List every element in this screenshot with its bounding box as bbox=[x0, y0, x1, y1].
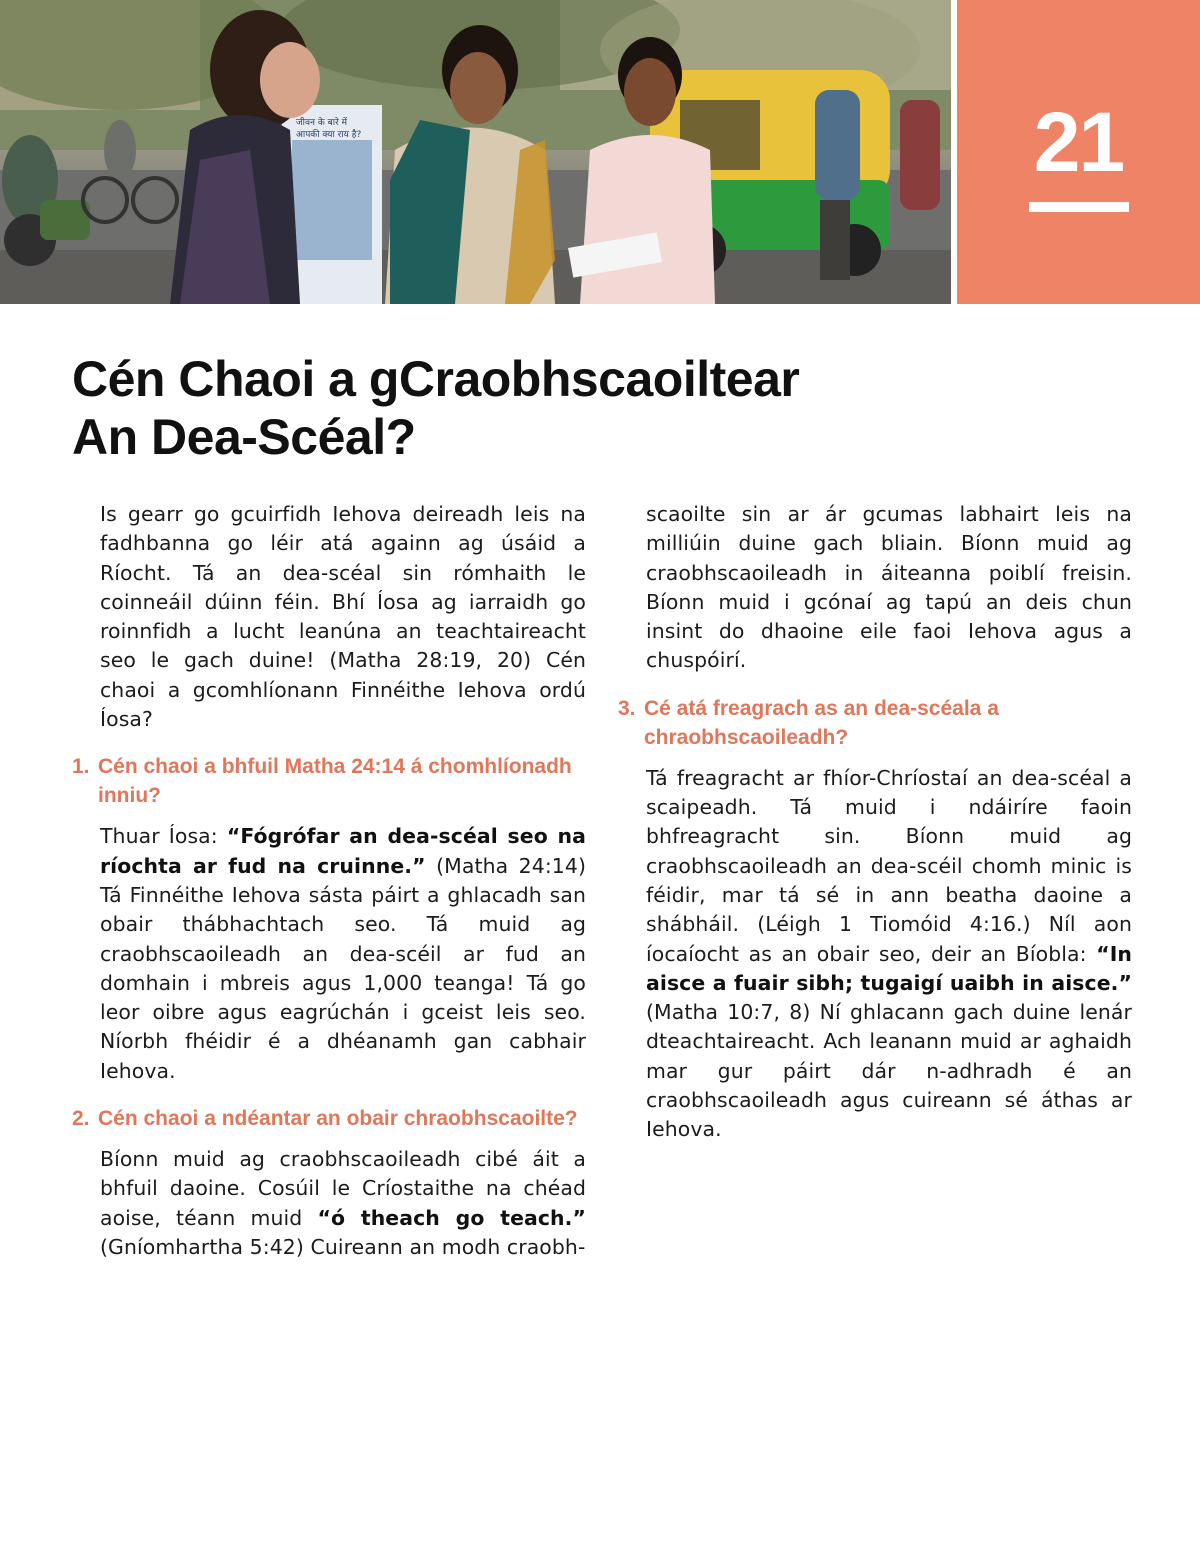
question-2-text: Cén chaoi a ndéantar an obair chraobhscaoilte? bbox=[98, 1107, 578, 1131]
svg-text:जीवन के बारे में: जीवन के बारे में bbox=[296, 118, 348, 128]
svg-text:आपकी क्या राय है?: आपकी क्या राय है? bbox=[296, 130, 362, 140]
lesson-number-badge bbox=[957, 0, 1200, 304]
lesson-number: 21 bbox=[1033, 95, 1124, 189]
section-1-text-a: Thuar Íosa: bbox=[100, 824, 227, 849]
section-3-text-b: (Matha 10:7, 8) Ní ghlacann gach duine lenár dteachtaireacht. Ach leanann muid ar aghaidh mar gur páirt dár n-adhradh é an craobhscaoileadh agus cuireann sé áthas ar Iehova. bbox=[646, 1000, 1132, 1142]
right-column bbox=[618, 500, 1132, 1145]
title-line-1: Cén Chaoi a gCraobhscaoiltear bbox=[72, 351, 800, 407]
question-2-heading bbox=[72, 1104, 586, 1133]
intro-paragraph: Is gearr go gcuirfidh Iehova deireadh leis na fadhbanna go léir atá againn ag úsáid a Ríocht. Tá an dea-scéal sin rómhaith le coinneáil dúinn féin. Bhí Íosa ag iarraidh go roinnfidh a lucht leanúna an teachtaireacht seo le gach duine! (Matha 28:19, 20) Cén chaoi a gcomhlíonann Finnéithe Iehova ordú Íosa? bbox=[100, 502, 586, 732]
section-3-paragraph bbox=[618, 764, 1132, 1145]
section-1-text-b: (Matha 24:14) Tá Finnéithe Iehova sásta páirt a ghlacadh san obair thábhachtach seo. Tá muid ag craobhscaoileadh an dea-scéil ar fud an domhain i mbreis agus 1,000 teanga! Tá go leor oibre agus eagrúchán i gceist leis seo. Níorbh fhéidir é a dhéanamh gan cabhair Iehova. bbox=[100, 853, 586, 1083]
question-3-text: Cé atá freagrach as an dea-scéala a chraobhscaoileadh? bbox=[644, 696, 999, 749]
section-3-text-a: Tá freagracht ar fhíor-Chríostaí an dea-scéal a scaipeadh. Tá muid i ndáiríre faoin bhfreagracht sin. Bíonn muid ag craobhscaoileadh an dea-scéil chomh minic is féidir, mar tá sé in ann beatha daoine a shábháil. (Léigh 1 Tiomóid 4:16.) Níl aon íocaíocht as an obair seo, deir an Bíobla: bbox=[646, 765, 1132, 966]
page-title bbox=[72, 350, 972, 466]
title-line-2: An Dea-Scéal? bbox=[72, 409, 416, 465]
question-1-heading bbox=[72, 752, 586, 810]
section-3-quote: “In aisce a fuair sibh; tugaigí uaibh in aisce.” bbox=[646, 941, 1132, 995]
section-2-paragraph-start bbox=[72, 1145, 586, 1262]
question-3-heading bbox=[618, 694, 1132, 752]
section-2-quote: “ó theach go teach.” bbox=[317, 1205, 587, 1230]
question-2-number: 2. bbox=[72, 1107, 90, 1131]
section-2-paragraph-continued: scaoilte sin ar ár gcumas labhairt leis na milliúin duine gach bliain. Bíonn muid ag craobhscaoileadh in áiteanna poiblí freisin. Bíonn muid i gcónaí ag tapú an deis chun insint do dhaoine eile faoi Iehova agus a chuspóirí. bbox=[646, 502, 1132, 673]
question-1-text: Cén chaoi a bhfuil Matha 24:14 á chomhlíonadh inniu? bbox=[98, 755, 572, 808]
section-2-text-a: Bíonn muid ag craobhscaoileadh cibé áit a bhfuil daoine. Cosúil le Críostaithe na chéad aoise, téann muid bbox=[100, 1147, 586, 1230]
lesson-number-underline bbox=[1029, 202, 1129, 212]
section-1-paragraph bbox=[72, 822, 586, 1086]
section-2-text-b: (Gníomhartha 5:42) Cuireann an modh craobh- bbox=[100, 1234, 586, 1259]
section-1-quote: “Fógrófar an dea-scéal seo na ríochta ar fud na cruinne.” bbox=[100, 824, 586, 878]
question-3-number: 3. bbox=[618, 696, 636, 720]
left-column bbox=[72, 500, 586, 1262]
street-scene-illustration bbox=[0, 0, 951, 304]
question-1-number: 1. bbox=[72, 755, 90, 779]
hero-photo bbox=[0, 0, 951, 304]
